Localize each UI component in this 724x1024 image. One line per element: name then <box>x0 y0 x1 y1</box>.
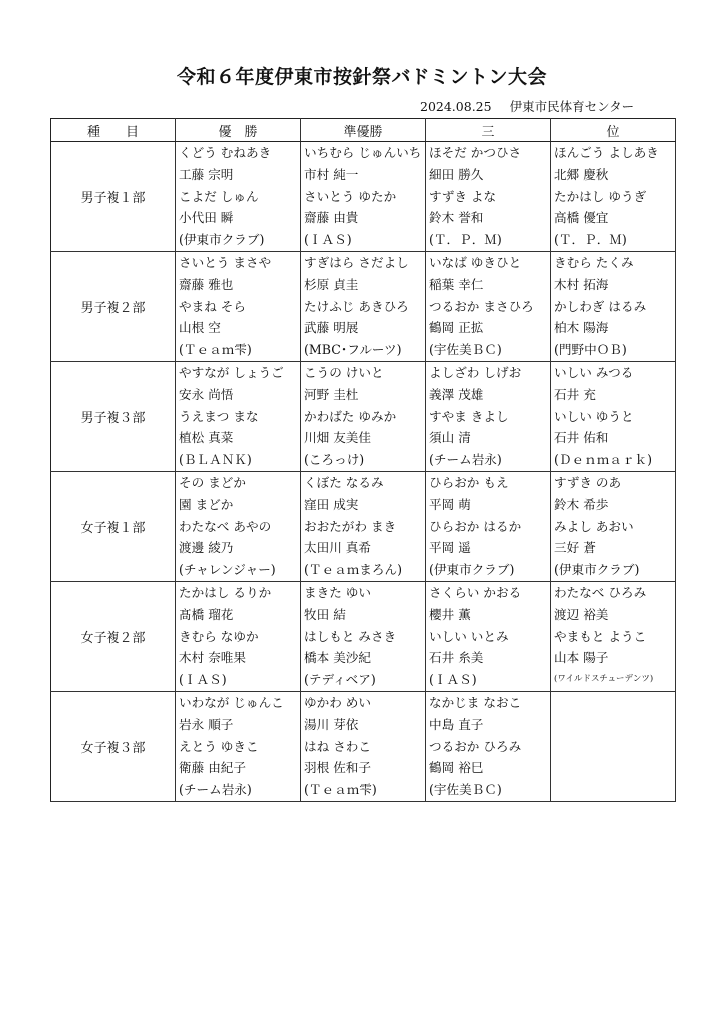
club-name: (ころっけ) <box>304 452 365 468</box>
entry-pair <box>551 142 675 251</box>
third-a-cell <box>426 361 551 471</box>
player2-reading: すずき よな <box>429 188 497 204</box>
club-name: (ＩＡＳ) <box>429 672 477 688</box>
results-table <box>50 118 676 802</box>
player1-name: 岩永 順子 <box>179 716 234 732</box>
category-row <box>51 581 676 691</box>
club-name: (チーム岩永) <box>429 452 502 468</box>
third-a-cell <box>426 581 551 691</box>
player1-reading: さいとう まさや <box>179 254 272 270</box>
winner-cell <box>176 471 301 581</box>
entry-pair <box>176 692 300 801</box>
player2-name: 木村 奈唯果 <box>179 650 246 666</box>
club-name: (Ｔｅａｍ雫) <box>304 782 377 798</box>
entry-pair <box>176 142 300 251</box>
player1-reading: ゆかわ めい <box>304 694 371 710</box>
entry-pair <box>301 692 425 801</box>
club-name: (伊東市クラブ) <box>554 562 640 578</box>
club-name: (チャレンジャー) <box>179 562 276 578</box>
player2-name: 高橋 優宜 <box>554 210 609 226</box>
category-row <box>51 691 676 801</box>
entry-pair <box>301 142 425 251</box>
player1-name: 平岡 萌 <box>429 496 471 512</box>
player2-reading: きむら なゆか <box>179 628 259 644</box>
player2-reading: かしわぎ はるみ <box>554 298 647 314</box>
player1-reading: くぼた なるみ <box>304 474 384 490</box>
entry-pair <box>176 252 300 361</box>
runner-up-cell <box>301 251 426 361</box>
player2-name: 鶴岡 正拡 <box>429 320 484 336</box>
runner-up-cell <box>301 142 426 252</box>
player2-reading: えとう ゆきこ <box>179 738 259 754</box>
category-row <box>51 361 676 471</box>
club-name: (ＢＬＡＮＫ) <box>179 452 252 468</box>
club-name: (チーム岩永) <box>179 782 252 798</box>
third-a-cell <box>426 251 551 361</box>
player1-name: 櫻井 薫 <box>429 606 471 622</box>
player2-reading <box>554 736 675 758</box>
player1-reading <box>554 692 675 714</box>
third-b-cell <box>551 251 676 361</box>
entry-pair <box>426 472 550 581</box>
player2-name: 羽根 佐和子 <box>304 760 371 776</box>
player1-name: 義澤 茂雄 <box>429 386 484 402</box>
player2-reading: いしい いとみ <box>429 628 509 644</box>
entry-pair <box>176 362 300 471</box>
player1-name: 鈴木 希歩 <box>554 496 609 512</box>
player2-reading: たけふじ あきひろ <box>304 298 409 314</box>
player2-name: 須山 清 <box>429 430 471 446</box>
player1-name <box>554 714 675 736</box>
date-venue-line <box>420 97 634 115</box>
player1-name: 牧田 結 <box>304 606 346 622</box>
player2-reading: みよし あおい <box>554 518 634 534</box>
entry-pair <box>426 692 550 801</box>
third-b-cell <box>551 581 676 691</box>
player1-name: 渡辺 裕美 <box>554 606 609 622</box>
player2-name: 太田川 真希 <box>304 540 371 556</box>
entry-pair <box>301 472 425 581</box>
entry-pair <box>426 142 550 251</box>
player2-name: 川畑 友美佳 <box>304 430 371 446</box>
results-body <box>51 142 676 802</box>
player2-reading: おおたがわ まき <box>304 518 397 534</box>
entry-pair <box>551 362 675 471</box>
player2-reading: さいとう ゆたか <box>304 188 397 204</box>
player1-name: 稲葉 幸仁 <box>429 276 484 292</box>
entry-pair <box>301 362 425 471</box>
third-b-cell <box>551 361 676 471</box>
winner-cell <box>176 361 301 471</box>
player1-reading: よしざわ しげお <box>429 364 522 380</box>
player1-name: 齋藤 雅也 <box>179 276 234 292</box>
player2-name: 山根 空 <box>179 320 221 336</box>
player2-reading: やまね そら <box>179 298 246 314</box>
entry-pair <box>426 252 550 361</box>
club-name: (ＩＡＳ) <box>179 672 227 688</box>
category-name: 女子複２部 <box>51 581 176 691</box>
header-runner-up: 準優勝 <box>301 119 426 142</box>
player2-name <box>554 757 675 779</box>
player2-reading: つるおか ひろみ <box>429 738 522 754</box>
club-name: (Ｔ．Ｐ．Ｍ) <box>554 232 627 248</box>
player2-name: 小代田 瞬 <box>179 210 234 226</box>
category-name: 女子複３部 <box>51 691 176 801</box>
header-place: 位 <box>551 119 676 142</box>
club-name: (伊東市クラブ) <box>179 232 265 248</box>
player1-reading: ひらおか もえ <box>429 474 509 490</box>
winner-cell <box>176 691 301 801</box>
player1-name: 湯川 芽依 <box>304 716 359 732</box>
player2-reading: かわばた ゆみか <box>304 408 397 424</box>
category-name: 男子複３部 <box>51 361 176 471</box>
entry-pair <box>551 582 675 691</box>
player1-reading: いなば ゆきひと <box>429 254 522 270</box>
club-name: (Ｔｅａｍまろん) <box>304 562 402 578</box>
club-name: (Ｄｅｎｍａｒｋ) <box>554 452 652 468</box>
player1-reading: その まどか <box>179 474 246 490</box>
entry-pair <box>551 692 675 801</box>
player1-reading: こうの けいと <box>304 364 384 380</box>
player1-name: 木村 拓海 <box>554 276 609 292</box>
club-name: (宇佐美ＢＣ) <box>429 342 502 358</box>
player2-reading: たかはし ゆうぎ <box>554 188 647 204</box>
runner-up-cell <box>301 471 426 581</box>
entry-pair <box>426 362 550 471</box>
header-third: 三 <box>426 119 551 142</box>
winner-cell <box>176 581 301 691</box>
category-name: 男子複２部 <box>51 251 176 361</box>
player1-name: 園 まどか <box>179 496 234 512</box>
third-a-cell <box>426 691 551 801</box>
club-name: (門野中ＯＢ) <box>554 342 627 358</box>
player1-name: 工藤 宗明 <box>179 166 234 182</box>
player2-name: 渡邊 綾乃 <box>179 540 234 556</box>
player1-reading: ほそだ かつひさ <box>429 145 522 160</box>
player2-reading: うえまつ まな <box>179 408 259 424</box>
header-winner: 優 勝 <box>176 119 301 142</box>
third-a-cell <box>426 142 551 252</box>
player2-reading: すやま きよし <box>429 408 509 424</box>
player1-name: 細田 勝久 <box>429 166 484 182</box>
player1-name: 市村 純一 <box>304 166 359 182</box>
player1-reading: たかはし るりか <box>179 584 272 600</box>
category-name: 男子複１部 <box>51 142 176 252</box>
entry-pair <box>176 582 300 691</box>
club-name <box>554 779 675 801</box>
player1-reading: やすなが しょうご <box>179 364 284 380</box>
player1-name: 河野 圭杜 <box>304 386 359 402</box>
player1-reading: すずき のあ <box>554 474 622 490</box>
player2-name: 柏木 陽海 <box>554 320 609 336</box>
runner-up-cell <box>301 361 426 471</box>
runner-up-cell <box>301 581 426 691</box>
player1-reading: すぎはら さだよし <box>304 254 409 270</box>
player1-reading: ほんごう よしあき <box>554 145 659 160</box>
player1-reading: いわなが じゅんこ <box>179 694 284 710</box>
player2-reading: いしい ゆうと <box>554 408 634 424</box>
player2-reading: はね さわこ <box>304 738 371 754</box>
player2-reading: こよだ しゅん <box>179 188 259 204</box>
club-name: (ＩＡＳ) <box>304 232 352 248</box>
player1-reading: まきた ゆい <box>304 584 371 600</box>
club-name: (伊東市クラブ) <box>429 562 515 578</box>
player1-name: 安永 尚悟 <box>179 386 234 402</box>
player2-name: 植松 真菜 <box>179 430 234 446</box>
player2-name: 橋本 美沙紀 <box>304 650 371 666</box>
player2-name: 平岡 遥 <box>429 540 471 556</box>
player2-reading: つるおか まさひろ <box>429 298 534 314</box>
club-name: (MBC･フルーツ) <box>304 342 402 358</box>
page-title: 令和６年度伊東市按針祭バドミントン大会 <box>176 66 548 88</box>
player1-name: 石井 充 <box>554 386 596 402</box>
third-a-cell <box>426 471 551 581</box>
category-row <box>51 471 676 581</box>
category-row <box>51 142 676 252</box>
player2-name: 鈴木 誉和 <box>429 210 484 226</box>
player1-reading: きむら たくみ <box>554 254 634 270</box>
player1-name: 髙橋 瑠花 <box>179 606 234 622</box>
player1-reading: くどう むねあき <box>179 145 272 160</box>
club-name: (Ｔｅａｍ雫) <box>179 342 252 358</box>
player1-reading: なかじま なおこ <box>429 694 522 710</box>
club-name: (ワイルドスチューデンツ) <box>554 674 654 685</box>
player2-name: 鶴岡 裕巳 <box>429 760 484 776</box>
player1-name: 窪田 成実 <box>304 496 359 512</box>
player1-reading: わたなべ ひろみ <box>554 584 647 600</box>
player1-name: 杉原 貞圭 <box>304 276 359 292</box>
header-row <box>51 119 676 142</box>
third-b-cell <box>551 471 676 581</box>
player1-reading: さくらい かおる <box>429 584 522 600</box>
entry-pair <box>176 472 300 581</box>
winner-cell <box>176 142 301 252</box>
category-row <box>51 251 676 361</box>
winner-cell <box>176 251 301 361</box>
player2-name: 齋藤 由貴 <box>304 210 359 226</box>
player2-name: 山本 陽子 <box>554 650 609 666</box>
player2-reading: やまもと ようこ <box>554 628 647 644</box>
third-b-cell <box>551 142 676 252</box>
entry-pair <box>301 582 425 691</box>
entry-pair <box>301 252 425 361</box>
event-venue: 伊東市民体育センター <box>509 99 635 114</box>
entry-pair <box>426 582 550 691</box>
player2-reading: ひらおか はるか <box>429 518 522 534</box>
category-name: 女子複１部 <box>51 471 176 581</box>
player2-name: 三好 蒼 <box>554 540 596 556</box>
player2-reading: はしもと みさき <box>304 628 397 644</box>
player1-name: 中島 直子 <box>429 716 484 732</box>
player1-reading: いちむら じゅんいち <box>304 145 422 160</box>
third-b-cell <box>551 691 676 801</box>
club-name: (テディベア) <box>304 672 376 688</box>
player2-name: 石井 糸美 <box>429 650 484 666</box>
runner-up-cell <box>301 691 426 801</box>
header-category: 種 目 <box>51 119 176 142</box>
entry-pair <box>551 472 675 581</box>
player2-name: 石井 佑和 <box>554 430 609 446</box>
entry-pair <box>551 252 675 361</box>
club-name: (宇佐美ＢＣ) <box>429 782 502 798</box>
player2-name: 衛藤 由紀子 <box>179 760 246 776</box>
player2-reading: わたなべ あやの <box>179 518 272 534</box>
club-name: (Ｔ．Ｐ．Ｍ) <box>429 232 502 248</box>
player1-reading: いしい みつる <box>554 364 634 380</box>
player2-name: 武藤 明展 <box>304 320 359 336</box>
event-date: 2024.08.25 <box>420 99 492 114</box>
player1-name: 北郷 慶秋 <box>554 166 609 182</box>
